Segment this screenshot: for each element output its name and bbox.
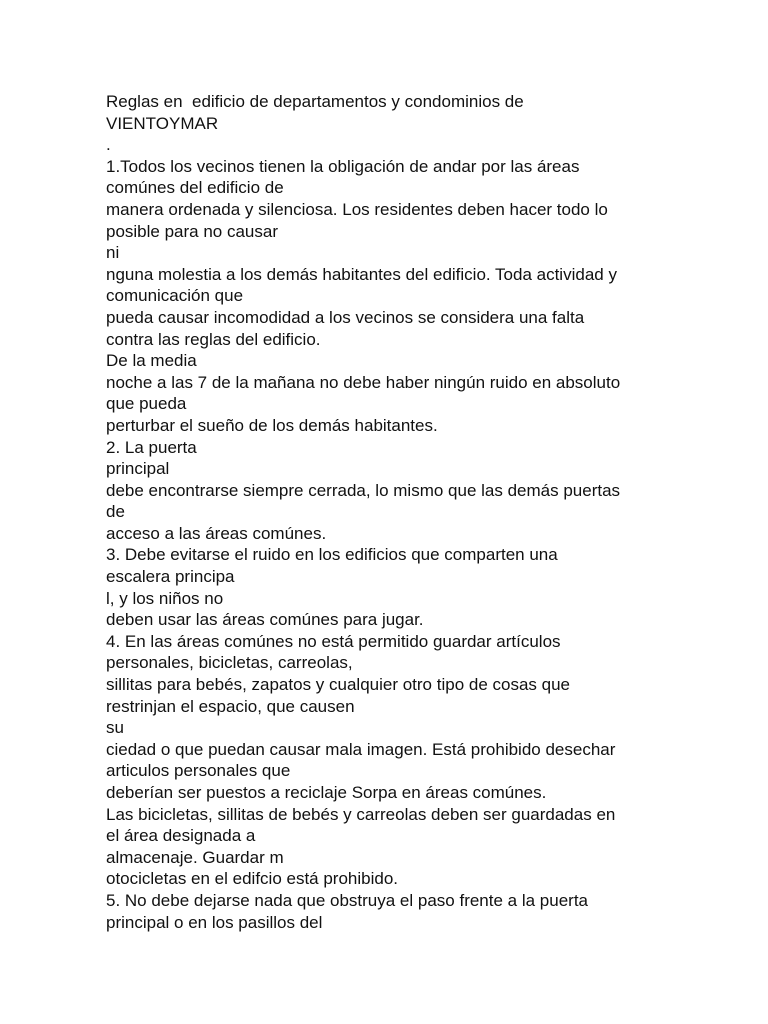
- rule-4-line: restrinjan el espacio, que causen: [106, 696, 355, 716]
- rule-4-line: almacenaje. Guardar m: [106, 847, 284, 867]
- rule-5-line: 5. No debe dejarse nada que obstruya el paso frente a la puerta: [106, 890, 589, 910]
- rule-4-line: ciedad o que puedan causar mala imagen. Está prohibido desechar: [106, 739, 616, 759]
- rule-4-line: sillitas para bebés, zapatos y cualquier otro tipo de cosas que: [106, 675, 570, 695]
- rule-4-line: su: [106, 718, 124, 738]
- document-title-line-2: VIENTOYMAR: [106, 113, 219, 133]
- rule-1-line: comúnes del edificio de: [106, 178, 284, 198]
- text-line: .: [106, 135, 111, 155]
- rule-3-line: deben usar las áreas comúnes para jugar.: [106, 610, 424, 630]
- rule-1-line: contra las reglas del edificio.: [106, 329, 321, 349]
- rule-1-line: ni: [106, 243, 120, 263]
- rule-4-line: 4. En las áreas comúnes no está permitido guardar artículos: [106, 631, 561, 651]
- rule-3-line: escalera principa: [106, 567, 235, 587]
- rule-4-line: articulos personales que: [106, 761, 291, 781]
- rule-4-line: el área designada a: [106, 826, 256, 846]
- rule-1-line: posible para no causar: [106, 221, 279, 241]
- rule-2-line: acceso a las áreas comúnes.: [106, 523, 327, 543]
- document-body: [106, 91, 746, 933]
- rule-1-line: De la media: [106, 351, 197, 371]
- rule-4-line: personales, bicicletas, carreolas,: [106, 653, 353, 673]
- rule-2-line: principal: [106, 459, 170, 479]
- rule-1-line: 1.Todos los vecinos tienen la obligación de andar por las áreas: [106, 156, 580, 176]
- rule-1-line: nguna molestia a los demás habitantes del edificio. Toda actividad y: [106, 264, 617, 284]
- rule-3-line: l, y los niños no: [106, 588, 224, 608]
- rule-1-line: perturbar el sueño de los demás habitantes.: [106, 415, 438, 435]
- rule-4-line: deberían ser puestos a reciclaje Sorpa en áreas comúnes.: [106, 783, 547, 802]
- rule-2-line: de: [106, 502, 125, 522]
- rule-5-line: principal o en los pasillos del: [106, 912, 323, 932]
- rule-1-line: comunicación que: [106, 286, 244, 306]
- rule-2-line: debe encontrarse siempre cerrada, lo mismo que las demás puertas: [106, 480, 621, 500]
- rule-4-line: Las bicicletas, sillitas de bebés y carreolas deben ser guardadas en: [106, 804, 616, 824]
- rule-1-line: pueda causar incomodidad a los vecinos se considera una falta: [106, 307, 585, 327]
- rule-2-line: 2. La puerta: [106, 437, 197, 457]
- rule-4-line: otocicletas en el edifcio está prohibido.: [106, 869, 399, 889]
- rule-1-line: que pueda: [106, 394, 187, 414]
- rule-1-line: noche a las 7 de la mañana no debe haber ningún ruido en absoluto: [106, 372, 621, 392]
- rule-3-line: 3. Debe evitarse el ruido en los edificios que comparten una: [106, 545, 558, 565]
- rule-1-line: manera ordenada y silenciosa. Los residentes deben hacer todo lo: [106, 199, 608, 219]
- document-title-line-1: Reglas en edificio de departamentos y condominios de: [106, 92, 524, 111]
